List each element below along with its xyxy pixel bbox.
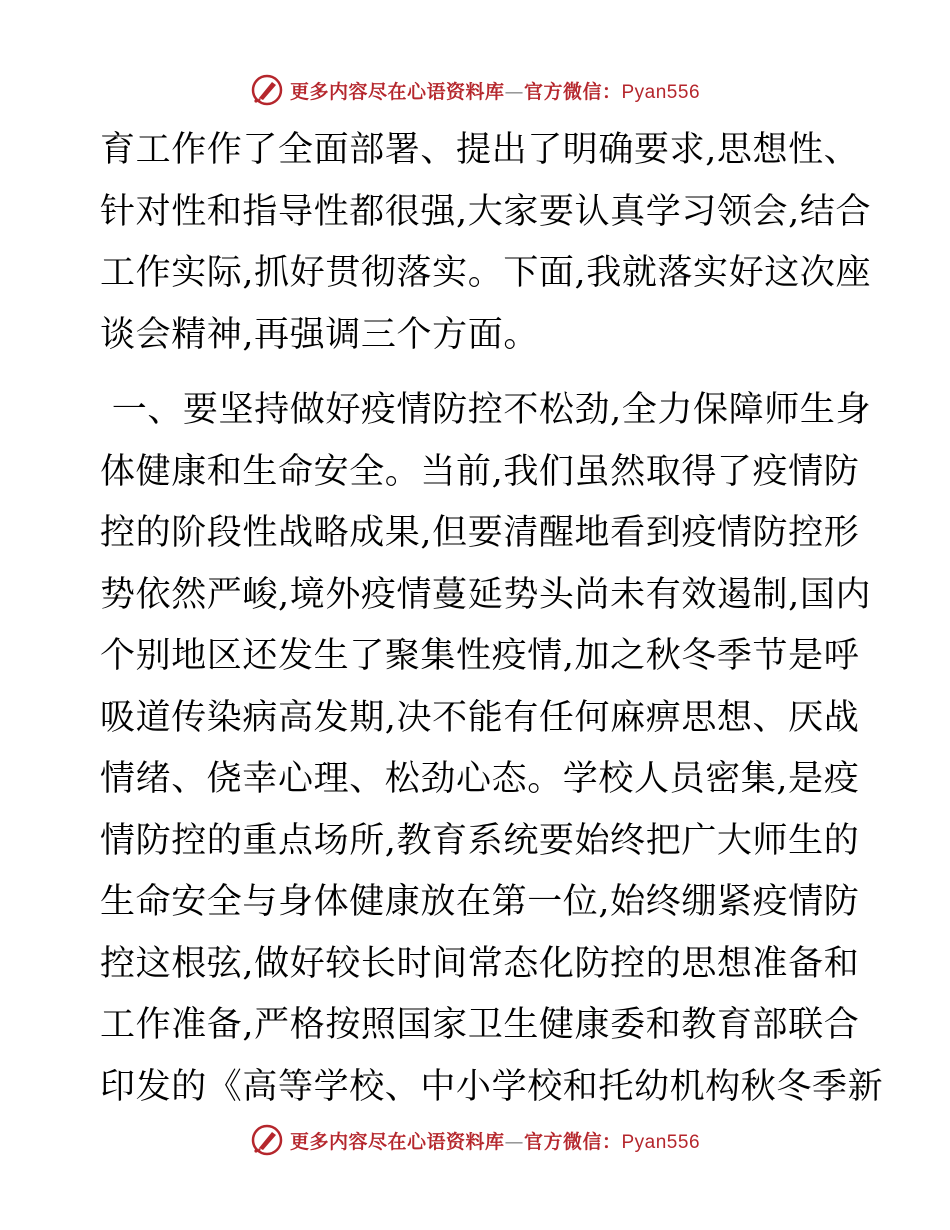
header-watermark-banner bbox=[0, 70, 950, 110]
footer-banner-id: Pyan556 bbox=[621, 1131, 701, 1153]
header-banner-label: 官方微信： bbox=[523, 80, 622, 103]
paragraph-spacer bbox=[100, 366, 860, 380]
footer-watermark-banner bbox=[0, 1120, 950, 1160]
text-line: 情防控的重点场所,教育系统要始终把广大师生的 bbox=[100, 820, 860, 861]
document-body bbox=[100, 120, 884, 1118]
header-banner-id: Pyan556 bbox=[621, 81, 701, 103]
text-line: 控的阶段性战略成果,但要清醒地看到疫情防控形 bbox=[100, 513, 860, 553]
text-line: 体健康和生命安全。当前,我们虽然取得了疫情防 bbox=[100, 451, 860, 492]
text-line: 谈会精神,再强调三个方面。 bbox=[100, 314, 539, 355]
header-banner-main: 更多内容尽在心语资料库 bbox=[289, 80, 505, 103]
text-line: 针对性和指导性都很强,大家要认真学习领会,结合 bbox=[100, 191, 872, 232]
header-banner-text bbox=[290, 77, 700, 104]
text-line: 一、要坚持做好疫情防控不松劲,全力保障师生身 bbox=[100, 390, 872, 430]
quill-pen-circle-icon bbox=[250, 73, 284, 107]
text-line: 育工作作了全面部署、提出了明确要求,思想性、 bbox=[100, 130, 860, 170]
text-line: 生命安全与身体健康放在第一位,始终绷紧疫情防 bbox=[100, 882, 860, 922]
text-line: 个别地区还发生了聚集性疫情,加之秋冬季节是呼 bbox=[100, 636, 860, 676]
paragraph-2 bbox=[100, 380, 884, 1118]
header-banner-dash: — bbox=[504, 80, 524, 103]
paragraph-1 bbox=[100, 120, 872, 366]
footer-banner-label: 官方微信： bbox=[523, 1130, 622, 1153]
footer-banner-dash: — bbox=[504, 1130, 524, 1153]
text-line: 工作实际,抓好贯彻落实。下面,我就落实好这次座 bbox=[100, 253, 872, 293]
text-line: 印发的《高等学校、中小学校和托幼机构秋冬季新 bbox=[100, 1066, 884, 1107]
quill-pen-circle-icon bbox=[250, 1123, 284, 1157]
text-line: 势依然严峻,境外疫情蔓延势头尚未有效遏制,国内 bbox=[100, 574, 872, 615]
text-line: 控这根弦,做好较长时间常态化防控的思想准备和 bbox=[100, 943, 860, 984]
footer-banner-main: 更多内容尽在心语资料库 bbox=[289, 1130, 505, 1153]
text-line: 工作准备,严格按照国家卫生健康委和教育部联合 bbox=[100, 1005, 860, 1045]
text-line: 吸道传染病高发期,决不能有任何麻痹思想、厌战 bbox=[100, 697, 860, 738]
text-line: 情绪、侥幸心理、松劲心态。学校人员密集,是疫 bbox=[100, 759, 860, 799]
footer-banner-text bbox=[290, 1127, 700, 1154]
